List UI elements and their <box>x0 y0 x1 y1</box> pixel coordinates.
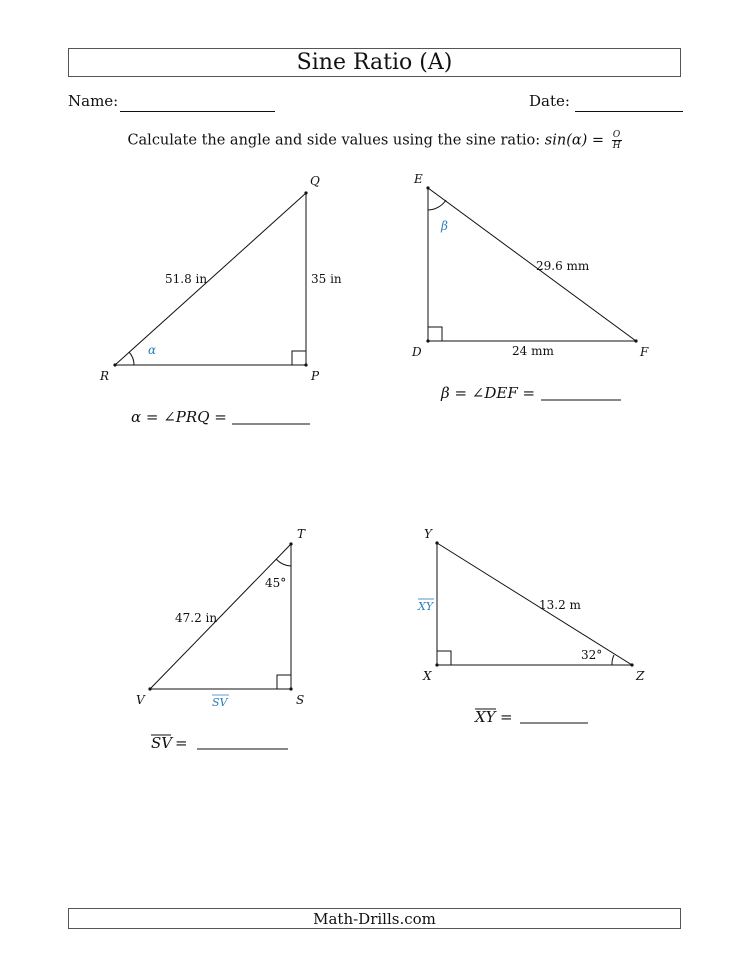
vertex-v-label: V <box>136 693 145 707</box>
triangle-stv <box>150 544 291 689</box>
vertex-q-label: Q <box>310 174 320 188</box>
angle-45-arc <box>276 559 291 566</box>
hypotenuse-label-1: 51.8 in <box>165 272 208 286</box>
answer-side-sv: SV <box>151 734 173 752</box>
date-label: Date: <box>529 92 570 110</box>
answer-equals-4: = <box>500 708 513 726</box>
vertex-d-label: D <box>412 345 422 359</box>
footer-website: Math-Drills.com <box>68 908 681 929</box>
fraction-denominator: H <box>612 141 621 151</box>
triangle-xyz <box>437 543 632 665</box>
triangle-def <box>428 188 636 341</box>
vertex-e-label: E <box>414 172 423 186</box>
vertex-z-label: Z <box>636 669 645 683</box>
hypotenuse-label-2: 29.6 mm <box>536 259 590 273</box>
name-label: Name: <box>68 92 119 110</box>
answer-prompt-1: α = ∠PRQ = <box>131 408 227 426</box>
fraction-numerator: O <box>612 130 621 140</box>
sine-formula: sin(α) = <box>544 132 605 149</box>
unknown-side-sv-label: SV <box>212 696 228 709</box>
angle-beta-label: β <box>441 219 448 233</box>
hypotenuse-label-4: 13.2 m <box>539 598 581 612</box>
vertex-f-label: F <box>640 345 649 359</box>
instructions-text: Calculate the angle and side values using the sine ratio: <box>127 132 541 149</box>
answer-equals-3: = <box>175 734 188 752</box>
angle-45-label: 45° <box>265 576 287 590</box>
vertex-x-label: X <box>423 669 432 683</box>
answer-prompt-2: β = ∠DEF = <box>441 384 536 402</box>
triangle-pqr <box>115 193 306 365</box>
angle-beta-arc <box>428 200 446 210</box>
angle-32-arc <box>612 655 614 665</box>
vertex-r-label: R <box>100 369 110 383</box>
opposite-label-1: 35 in <box>311 272 342 286</box>
angle-alpha-label: α <box>148 343 157 357</box>
vertex-p-label: P <box>311 369 320 383</box>
vertex-t-label: T <box>297 527 306 541</box>
angle-alpha-arc <box>129 352 134 365</box>
answer-side-xy: XY <box>475 708 496 726</box>
hypotenuse-label-3: 47.2 in <box>175 611 218 625</box>
worksheet-title: Sine Ratio (A) <box>68 48 681 77</box>
opposite-label-2: 24 mm <box>512 344 554 358</box>
vertex-y-label: Y <box>424 527 432 541</box>
unknown-side-xy-label: XY <box>418 600 434 613</box>
angle-32-label: 32° <box>581 648 603 662</box>
vertex-s-label: S <box>296 693 305 707</box>
